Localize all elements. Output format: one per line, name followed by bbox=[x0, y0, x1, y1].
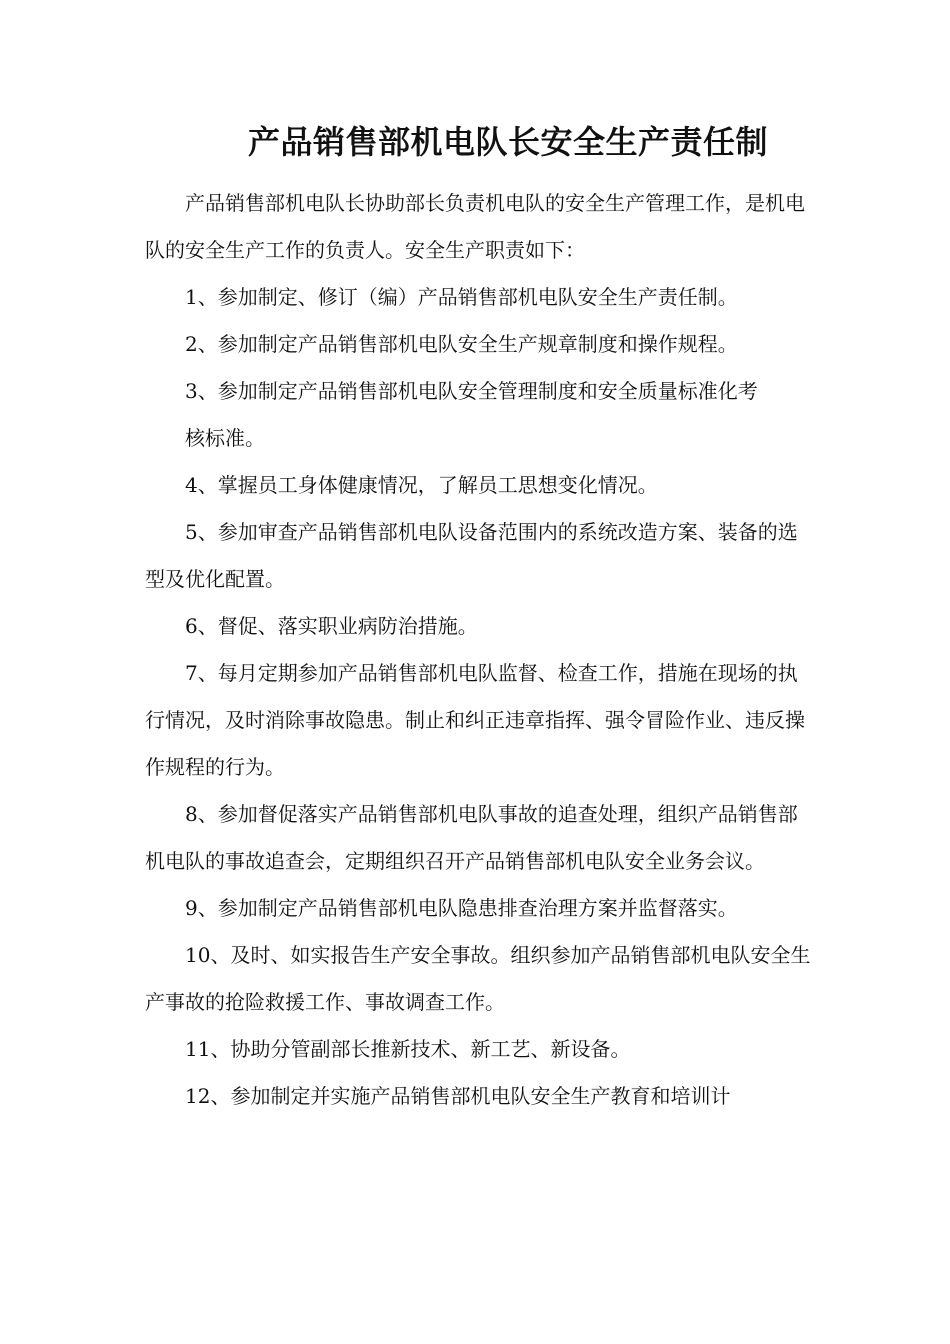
paragraph-item-6: 6、督促、落实职业病防治措施。 bbox=[185, 614, 478, 638]
paragraph-item-1: 1、参加制定、修订（编）产品销售部机电队安全生产责任制。 bbox=[185, 285, 738, 309]
paragraph-item-11: 11、协助分管副部长推新技术、新工艺、新设备。 bbox=[185, 1037, 631, 1061]
document-title: 产品销售部机电队长安全生产责任制 bbox=[247, 123, 768, 161]
paragraph-item-3: 3、参加制定产品销售部机电队安全管理制度和安全质量标准化考 bbox=[185, 379, 758, 403]
document-body bbox=[145, 180, 815, 1120]
paragraph-item-7: 7、每月定期参加产品销售部机电队监督、检查工作，措施在现场的执行情况，及时消除事故隐患。制止和纠正违章指挥、强令冒险作业、违反操作规程的行为。 bbox=[145, 661, 805, 779]
paragraph-item-2: 2、参加制定产品销售部机电队安全生产规章制度和操作规程。 bbox=[185, 332, 738, 356]
paragraph-item-3-continued: 核标准。 bbox=[185, 426, 265, 450]
paragraph-item-10: 10、及时、如实报告生产安全事故。组织参加产品销售部机电队安全生产事故的抢险救援工作、事故调查工作。 bbox=[145, 943, 811, 1014]
paragraph-item-9: 9、参加制定产品销售部机电队隐患排查治理方案并监督落实。 bbox=[185, 896, 738, 920]
paragraph-item-12: 12、参加制定并实施产品销售部机电队安全生产教育和培训计 bbox=[185, 1084, 731, 1108]
paragraph-item-5: 5、参加审查产品销售部机电队设备范围内的系统改造方案、装备的选型及优化配置。 bbox=[145, 520, 798, 591]
paragraph-intro: 产品销售部机电队长协助部长负责机电队的安全生产管理工作，是机电队的安全生产工作的负责人。安全生产职责如下： bbox=[145, 191, 805, 262]
paragraph-item-4: 4、掌握员工身体健康情况，了解员工思想变化情况。 bbox=[185, 473, 658, 497]
paragraph-item-8: 8、参加督促落实产品销售部机电队事故的追查处理，组织产品销售部机电队的事故追查会，定期组织召开产品销售部机电队安全业务会议。 bbox=[145, 802, 798, 873]
